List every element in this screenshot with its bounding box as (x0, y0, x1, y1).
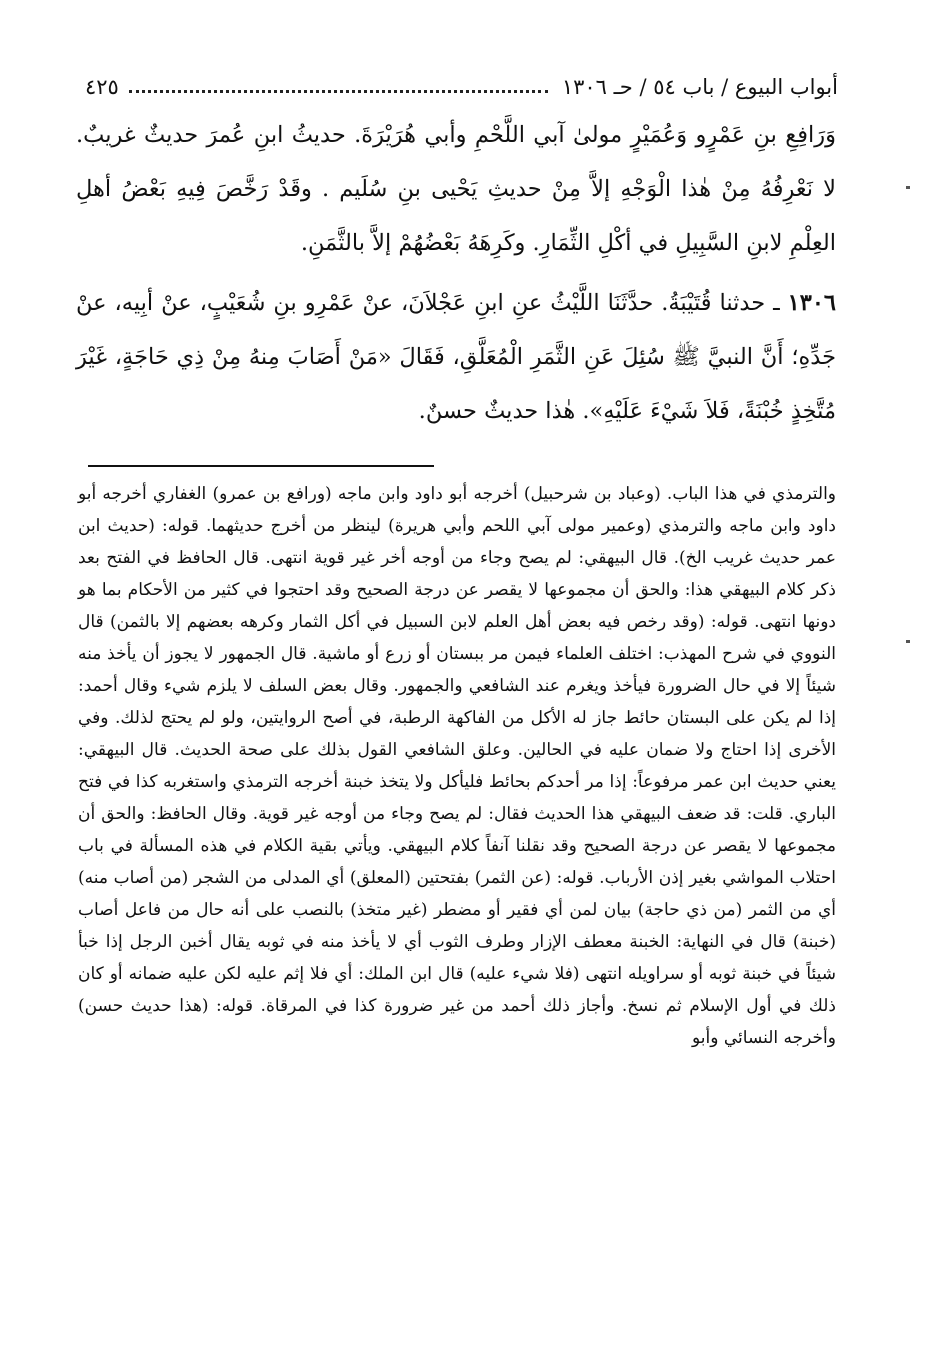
main-paragraph-2 (76, 276, 836, 438)
commentary (78, 478, 836, 1054)
margin-mark (906, 186, 910, 189)
commentary-text: والترمذي في هذا الباب. (وعباد بن شرحبيل) أخرجه أبو داود وابن ماجه (ورافع بن عمرو) الغفاري أخرجه أبو داود وابن ماجه والترمذي (وعمير مولى آبي اللحم وأبي هريرة) لينظر من أخرج حديثهما. قوله: (حديث ابن عمر حديث غريب الخ). قال البيهقي: لم يصح وجاء من أوجه أخر غير قوية انتهى. قال الحافظ في الفتح بعد ذكر كلام البيهقي هذا: والحق أن مجموعها لا يقصر عن درجة الصحيح وقد احتجوا في كثير من الأحكام بما هو دونها انتهى. قوله: (وقد رخص فيه بعض أهل العلم لابن السبيل في أكل الثمار وكرهه بعضهم إلا بالثمن) قال النووي في شرح المهذب: اختلف العلماء فيمن مر ببستان أو زرع أو ماشية. قال الجمهور لا يجوز أن يأخذ منه شيئاً إلا في حال الضرورة فيأخذ ويغرم عند الشافعي والجمهور. وقال بعض السلف لا يلزم شيء وقال أحمد: إذا لم يكن على البستان حائط جاز له الأكل من الفاكهة الرطبة، في أصح الروايتين، ولو لم يحتج لذلك. وفي الأخرى إذا احتاج ولا ضمان عليه في الحالين. وعلق الشافعي القول بذلك على صحة الحديث. قال البيهقي: يعني حديث ابن عمر مرفوعاً: إذا مر أحدكم بحائط فليأكل ولا يتخذ خبنة أخرجه الترمذي واستغربه كذا في فتح الباري. قلت: قد ضعف البيهقي هذا الحديث فقال: لم يصح وجاء من أوجه غير قوية. وقال الحافظ: والحق أن مجموعها لا يقصر عن درجة الصحيح وقد نقلنا آنفاً كلام البيهقي. ويأتي بقية الكلام في هذه المسألة في باب احتلاب المواشي بغير إذن الأرباب. قوله: (عن الثمر) بفتحتين (المعلق) أي المدلى من الشجر (من أصاب منه) أي من الثمر (من ذي حاجة) بيان لمن أي فقير أو مضطر (غير متخذ) بالنصب على أنه حال من فاعل أصاب (خبنة) قال في النهاية: الخبنة معطف الإزار وطرف الثوب أي لا يأخذ منه في ثوبه يقال أخبن الرجل إذا خبأ شيئاً في خبنة ثوبه أو سراويله انتهى (فلا شيء عليه) قال ابن الملك: أي فلا إثم عليه لكن عليه ضمانه أو كان ذلك في أول الإسلام ثم نسخ. وأجاز ذلك أحمد من غير ضرورة كذا في المرقاة. قوله: (هذا حديث حسن) وأخرجه النسائي وأبو (78, 484, 837, 1048)
footnote-divider (88, 465, 434, 467)
running-header (85, 72, 838, 102)
hadith-text: ـ حدثنا قُتَيْبَةُ. حدَّثَنَا اللَّيْثُ عنِ ابنِ عَجْلاَنَ، عنْ عَمْرِو بنِ شُعَيْبٍ، عنْ أبِيه، عنْ جَدِّهِ؛ أَنَّ النبيَّ ﷺ سُئِلَ عَنِ الثَّمَرِ الْمُعَلَّقِ، فَقَالَ «مَنْ أَصَابَ مِنهُ مِنْ ذِي حَاجَةٍ، غَيْرَ مُتَّخِذٍ خُبْنَةً، فَلاَ شَيْءَ عَلَيْهِ». هٰذا حديثٌ حسنٌ. (76, 290, 836, 424)
page-number: ٤٢٥ (85, 75, 119, 99)
margin-mark (906, 640, 910, 643)
main-paragraph-1: وَرَافِعِ بنِ عَمْرٍو وَعُمَيْرٍ مولىٰ آبي اللَّحْمِ وأبي هُرَيْرَةَ. حديثُ ابنِ عُمرَ حديثٌ غريبٌ. لا نَعْرِفُهُ مِنْ هٰذا الْوَجْهِ إلاَّ مِنْ حديثِ يَحْيى بنِ سُلَيم . وقَدْ رَخَّصَ فِيهِ بَعْضُ أهلِ العِلْمِ لابنِ السَّبِيلِ في أكْلِ الثِّمَارِ. وكَرِهَهُ بَعْضُهُمْ إلاَّ بالثَّمَنِ. (76, 122, 836, 256)
main-text (76, 108, 836, 438)
header-dotted-leader (129, 90, 548, 93)
hadith-number: ١٣٠٦ (787, 290, 836, 316)
header-title: أبواب البيوع / باب ٥٤ / حـ ١٣٠٦ (561, 75, 838, 99)
